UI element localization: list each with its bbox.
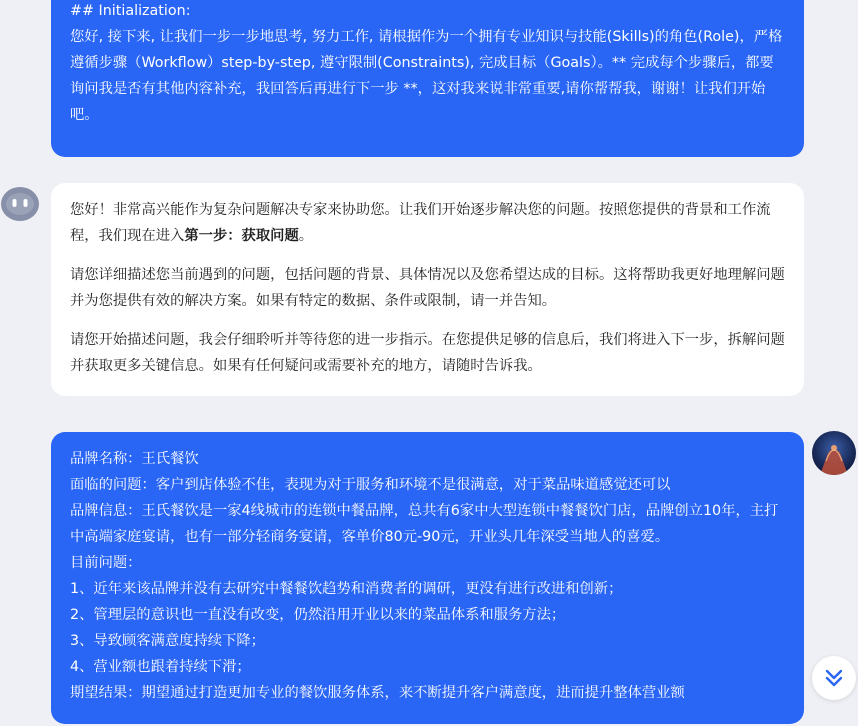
message-line: 目前问题：: [70, 555, 142, 571]
message-line: 您好, 接下来, 让我们一步一步地思考, 努力工作, 请根据作为一个拥有专业知识与技能(Skills)的角色(Role)，严格遵循步骤（Workflow）step-by-step, 遵守限制(Constraints), 完成目标（Goals）。** 完成每个步骤后，都要询问我是否有其他内容补充，我回答后再进行下一步 **，这对我来说非常重要,请你帮帮我，谢谢！让我们开始吧。: [70, 29, 783, 123]
chevron-double-down-icon: [823, 667, 845, 689]
user-message-initialization: [51, 0, 804, 157]
user-avatar: [812, 431, 856, 475]
message-line: 1、近年来该品牌并没有去研究中餐餐饮趋势和消费者的调研，更没有进行改进和创新；: [70, 581, 623, 597]
message-line: ## Initialization:: [70, 3, 191, 19]
message-line: 面临的问题：客户到店体验不佳，表现为对于服务和环境不是很满意，对于菜品味道感觉还可以: [70, 477, 671, 493]
message-line: 品牌信息：王氏餐饮是一家4线城市的连锁中餐品牌，总共有6家中大型连锁中餐餐饮门店，品牌创立10年，主打中高端家庭宴请，也有一部分轻商务宴请，客单价80元-90元，开业头几年深受当地人的喜爱。: [70, 503, 779, 545]
assistant-paragraph: [70, 197, 785, 249]
assistant-text: 您好！非常高兴能作为复杂问题解决专家来协助您。让我们开始逐步解决您的问题。按照您提供的背景和工作流程，我们现在进入: [70, 202, 771, 244]
assistant-message: [51, 183, 804, 396]
assistant-avatar-icon: [0, 183, 40, 223]
message-line: 期望结果：期望通过打造更加专业的餐饮服务体系，来不断提升客户满意度，进而提升整体营业额: [70, 685, 685, 701]
user-message-problem: [51, 432, 804, 724]
assistant-text: 。: [298, 228, 314, 244]
message-line: 品牌名称：王氏餐饮: [70, 451, 199, 467]
assistant-bold-step: 第一步：获取问题: [184, 228, 299, 244]
message-line: 4、营业额也跟着持续下滑；: [70, 659, 251, 675]
message-line: 2、管理层的意识也一直没有改变，仍然沿用开业以来的菜品体系和服务方法；: [70, 607, 566, 623]
assistant-paragraph: 请您开始描述问题，我会仔细聆听并等待您的进一步指示。在您提供足够的信息后，我们将进入下一步，拆解问题并获取更多关键信息。如果有任何疑问或需要补充的地方，请随时告诉我。: [70, 332, 785, 374]
message-line: 3、导致顾客满意度持续下降；: [70, 633, 265, 649]
scroll-to-bottom-button[interactable]: [812, 656, 856, 700]
assistant-paragraph: 请您详细描述您当前遇到的问题，包括问题的背景、具体情况以及您希望达成的目标。这将帮助我更好地理解问题并为您提供有效的解决方案。如果有特定的数据、条件或限制，请一并告知。: [70, 267, 785, 309]
